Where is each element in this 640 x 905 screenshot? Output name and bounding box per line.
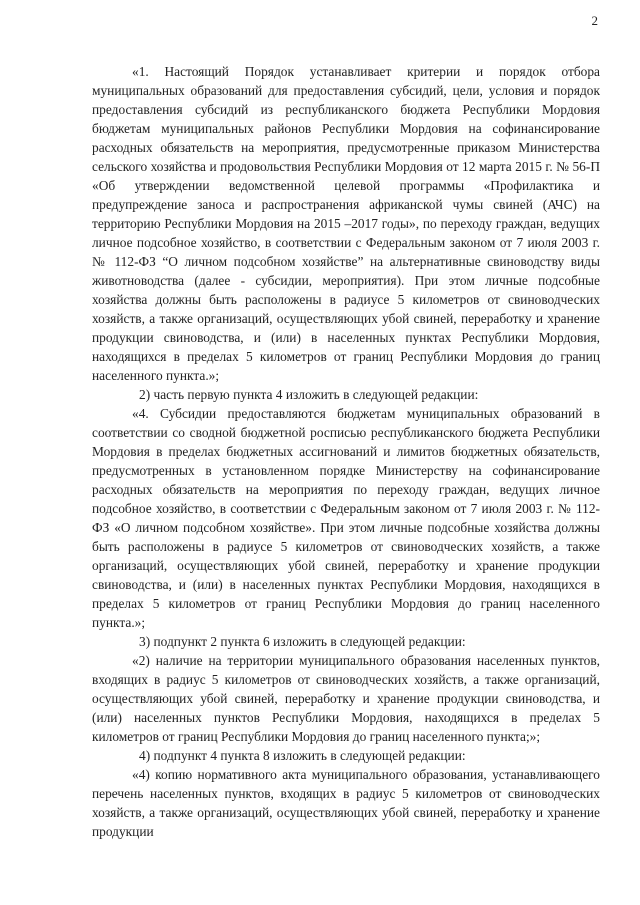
paragraph-quoted-clause-4: «4. Субсидии предоставляются бюджетам муниципальных образований в соответствии со сводной бюджетной росписью республиканского бюджета Республики Мордовия в пределах бюджетных ассигнований и лимитов бюджетных обязательств, предусмотренных в установленном порядке Министерству на софинансирование расходных обязательств на мероприятия по переходу граждан, ведущих личное подсобное хозяйство, в соответствии с Федеральным законом от 7 июля 2003 г. № 112-ФЗ «О личном подсобном хозяйстве». При этом личные подсобные хозяйства должны быть расположены в радиусе 5 километров от свиноводческих хозяйств, а также организаций, осуществляющих убой свиней, переработку и хранение продукции свиноводства, и (или) в населенных пунктах Республики Мордовия, находящихся в пределах 5 километров от границ Республики Мордовия до границ населенного пункта.»; (92, 406, 600, 630)
paragraph-amendment-2: 2) часть первую пункта 4 изложить в следующей редакции: (139, 387, 479, 402)
paragraph-quoted-subclause-2: «2) наличие на территории муниципального образования населенных пунктов, входящих в радиус 5 километров от свиноводческих хозяйств, а также организаций, осуществляющих убой свиней, переработку и хранение продукции свиноводства, и (или) населенных пунктов Республики Мордовия, находящихся в пределах 5 километров от границ Республики Мордовия до границ населенного пункта;»; (92, 653, 600, 744)
document-body (92, 62, 600, 841)
page-number: 2 (591, 13, 598, 28)
paragraph-amendment-3: 3) подпункт 2 пункта 6 изложить в следующей редакции: (139, 634, 466, 649)
paragraph-quoted-clause-1: «1. Настоящий Порядок устанавливает критерии и порядок отбора муниципальных образований для предоставления субсидий, цели, условия и порядок предоставления субсидий из республиканского бюджета Республики Мордовия бюджетам муниципальных районов Республики Мордовия на софинансирование расходных обязательств на мероприятия, предусмотренные приказом Министерства сельского хозяйства и продовольствия Республики Мордовия от 12 марта 2015 г. № 56-П «Об утверждении ведомственной целевой программы «Профилактика и предупреждение заноса и распространения африканской чумы свиней (АЧС) на территорию Республики Мордовия на 2015 –2017 годы», по переходу граждан, ведущих личное подсобное хозяйство, в соответствии с Федеральным законом от 7 июля 2003 г. № 112-ФЗ “О личном подсобном хозяйстве” на альтернативные свиноводству виды животноводства (далее - субсидии, мероприятия). При этом личные подсобные хозяйства должны быть расположены в радиусе 5 километров от свиноводческих хозяйств, а также организаций, осуществляющих убой свиней, переработку и хранение продукции свиноводства, и (или) в населенных пунктах Республики Мордовия, находящихся в пределах 5 километров от границ Республики Мордовия до границ населенного пункта.»; (92, 64, 600, 383)
paragraph-quoted-subclause-4: «4) копию нормативного акта муниципального образования, устанавливающего перечень населенных пунктов, входящих в радиус 5 километров от свиноводческих хозяйств, а также организаций, осуществляющих убой свиней, переработку и хранение продукции (92, 767, 600, 839)
paragraph-amendment-4: 4) подпункт 4 пункта 8 изложить в следующей редакции: (139, 748, 466, 763)
